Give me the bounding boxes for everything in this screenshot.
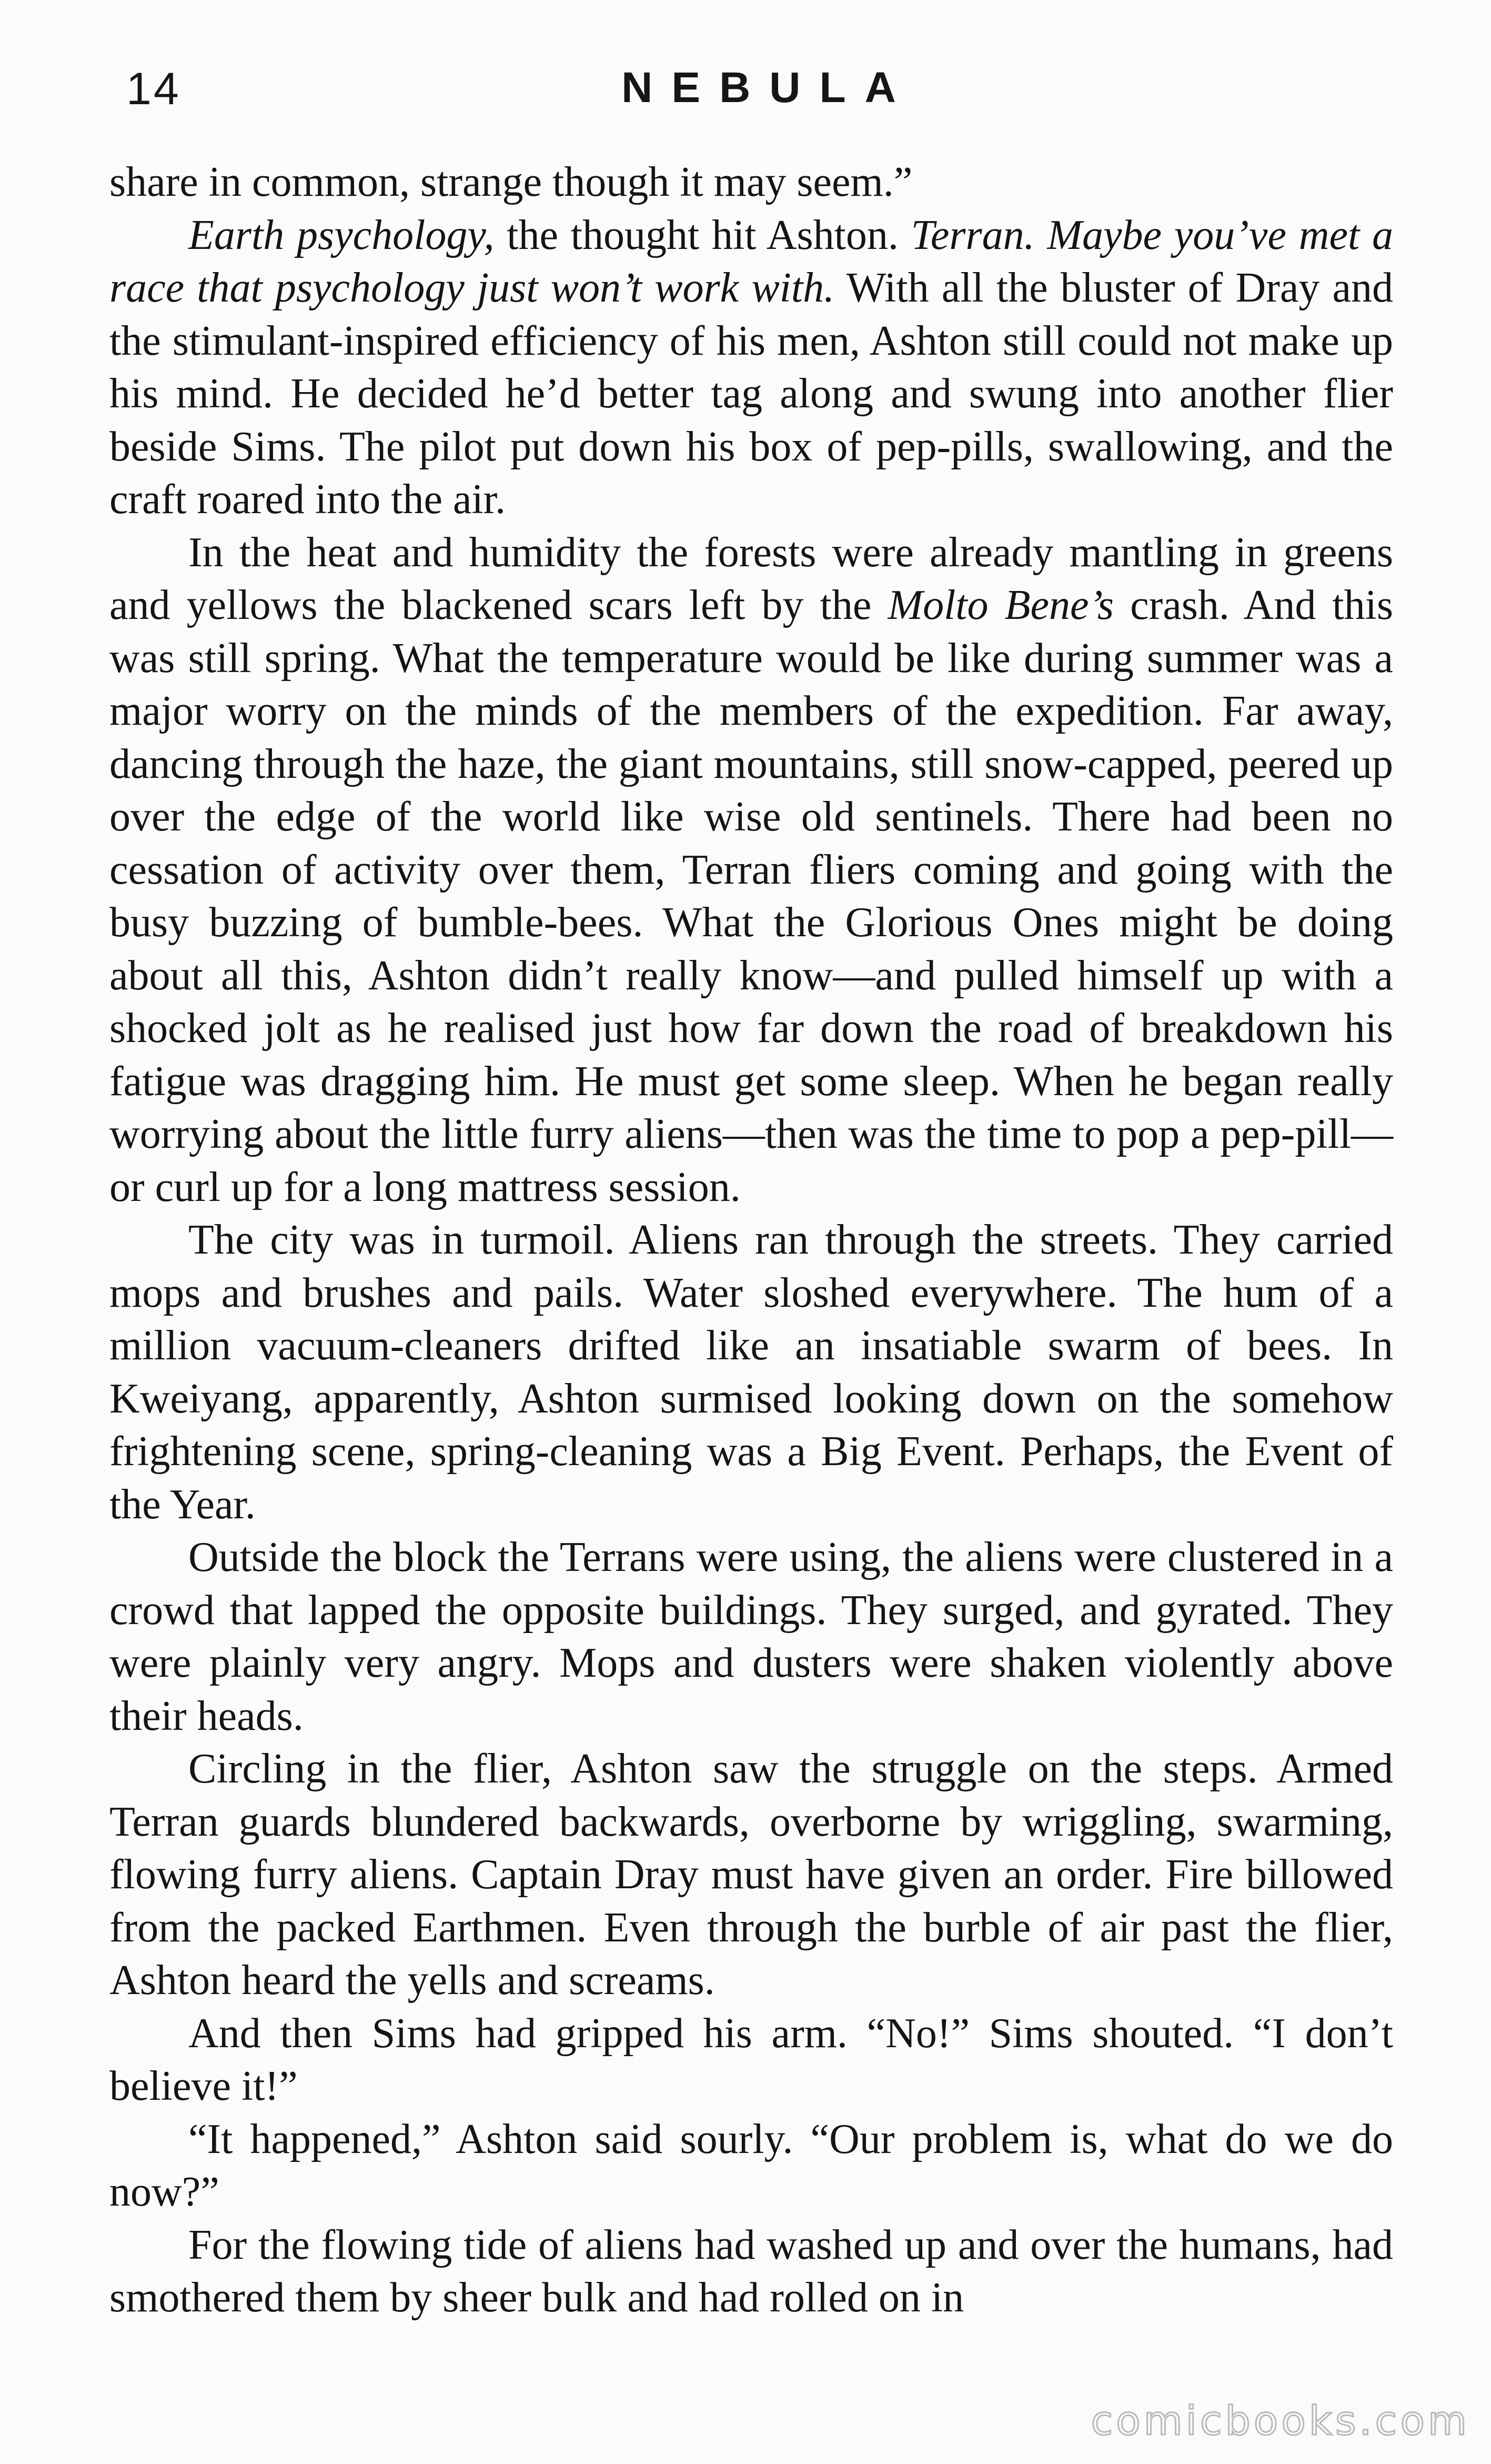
text-segment: Circling in the flier, Ashton saw the struggle on the steps. Armed Terran guards blundered backwards, overborne by wriggling, swarming, flowing furry aliens. Captain Dray must have given an order. Fire billowed from the packed Earthmen. Even through the burble of air past the flier, Ashton heard the yells and screams. — [109, 1746, 1393, 2004]
paragraph — [109, 2113, 1393, 2219]
watermark: comicbooks.com — [1091, 2397, 1470, 2444]
paragraph — [109, 2219, 1393, 2325]
text-segment: share in common, strange though it may seem.” — [109, 159, 913, 205]
italic-text: Terran. Maybe you’ve met a race that psychology just won’t work with. — [109, 212, 1393, 311]
text-segment: the thought hit Ashton. — [494, 212, 911, 258]
running-title: NEBULA — [621, 64, 915, 112]
text-segment: For the flowing tide of aliens had washed up and over the humans, had smothered them by sheer bulk and had rolled on in — [109, 2221, 1393, 2321]
paragraph — [109, 1214, 1393, 1531]
paragraph — [109, 1531, 1393, 1742]
paragraph — [109, 156, 1393, 209]
italic-text: Molto Bene’s — [888, 582, 1114, 628]
text-segment: The city was in turmoil. Aliens ran through the streets. They carried mops and brushes and pails. Water sloshed everywhere. The hum of a million vacuum-cleaners drifted like an insatiable swarm of bees. In Kweiyang, apparently, Ashton surmised looking down on the somehow frightening scene, spring-cleaning was a Big Event. Perhaps, the Event of the Year. — [109, 1217, 1393, 1528]
italic-text: Earth psychology, — [188, 212, 495, 258]
paragraph — [109, 526, 1393, 1214]
paragraph — [109, 2007, 1393, 2113]
text-segment: Outside the block the Terrans were using, the aliens were clustered in a crowd that lapped the opposite buildings. They surged, and gyrated. They were plainly very angry. Mops and dusters were shaken violently above their heads. — [109, 1534, 1393, 1739]
text-segment: crash. And this was still spring. What the temperature would be like during summer was a major worry on the minds of the members of the expedition. Far away, dancing through the haze, the giant mountains, still snow-capped, peered up over the edge of the world like wise old sentinels. There had been no cessation of activity over them, Terran fliers coming and going with the busy buzzing of bumble-bees. What the Glorious Ones might be doing about all this, Ashton didn’t really know—and pulled himself up with a shocked jolt as he realised just how far down the road of breakdown his fatigue was dragging him. He must get some sleep. When he began really worrying about the little furry aliens—then was the time to pop a pep-pill—or curl up for a long mattress session. — [109, 582, 1394, 1210]
text-segment: And then Sims had gripped his arm. “No!” Sims shouted. “I don’t believe it!” — [109, 2010, 1393, 2109]
page-number: 14 — [126, 64, 181, 114]
text-segment: “It happened,” Ashton said sourly. “Our problem is, what do we do now?” — [109, 2116, 1393, 2215]
text-segment: In the heat and humidity the forests were already mantling in greens and yellows the blackened scars left by the — [109, 529, 1393, 628]
body-text — [109, 156, 1393, 2325]
paragraph — [109, 1742, 1393, 2007]
paragraph — [109, 209, 1393, 526]
text-segment: With all the bluster of Dray and the stimulant-inspired efficiency of his men, Ashton still could not make up his mind. He decided he’d better tag along and swung into another flier beside Sims. The pilot put down his box of pep-pills, swallowing, and the craft roared into the air. — [109, 265, 1393, 523]
page-header — [126, 58, 1391, 137]
